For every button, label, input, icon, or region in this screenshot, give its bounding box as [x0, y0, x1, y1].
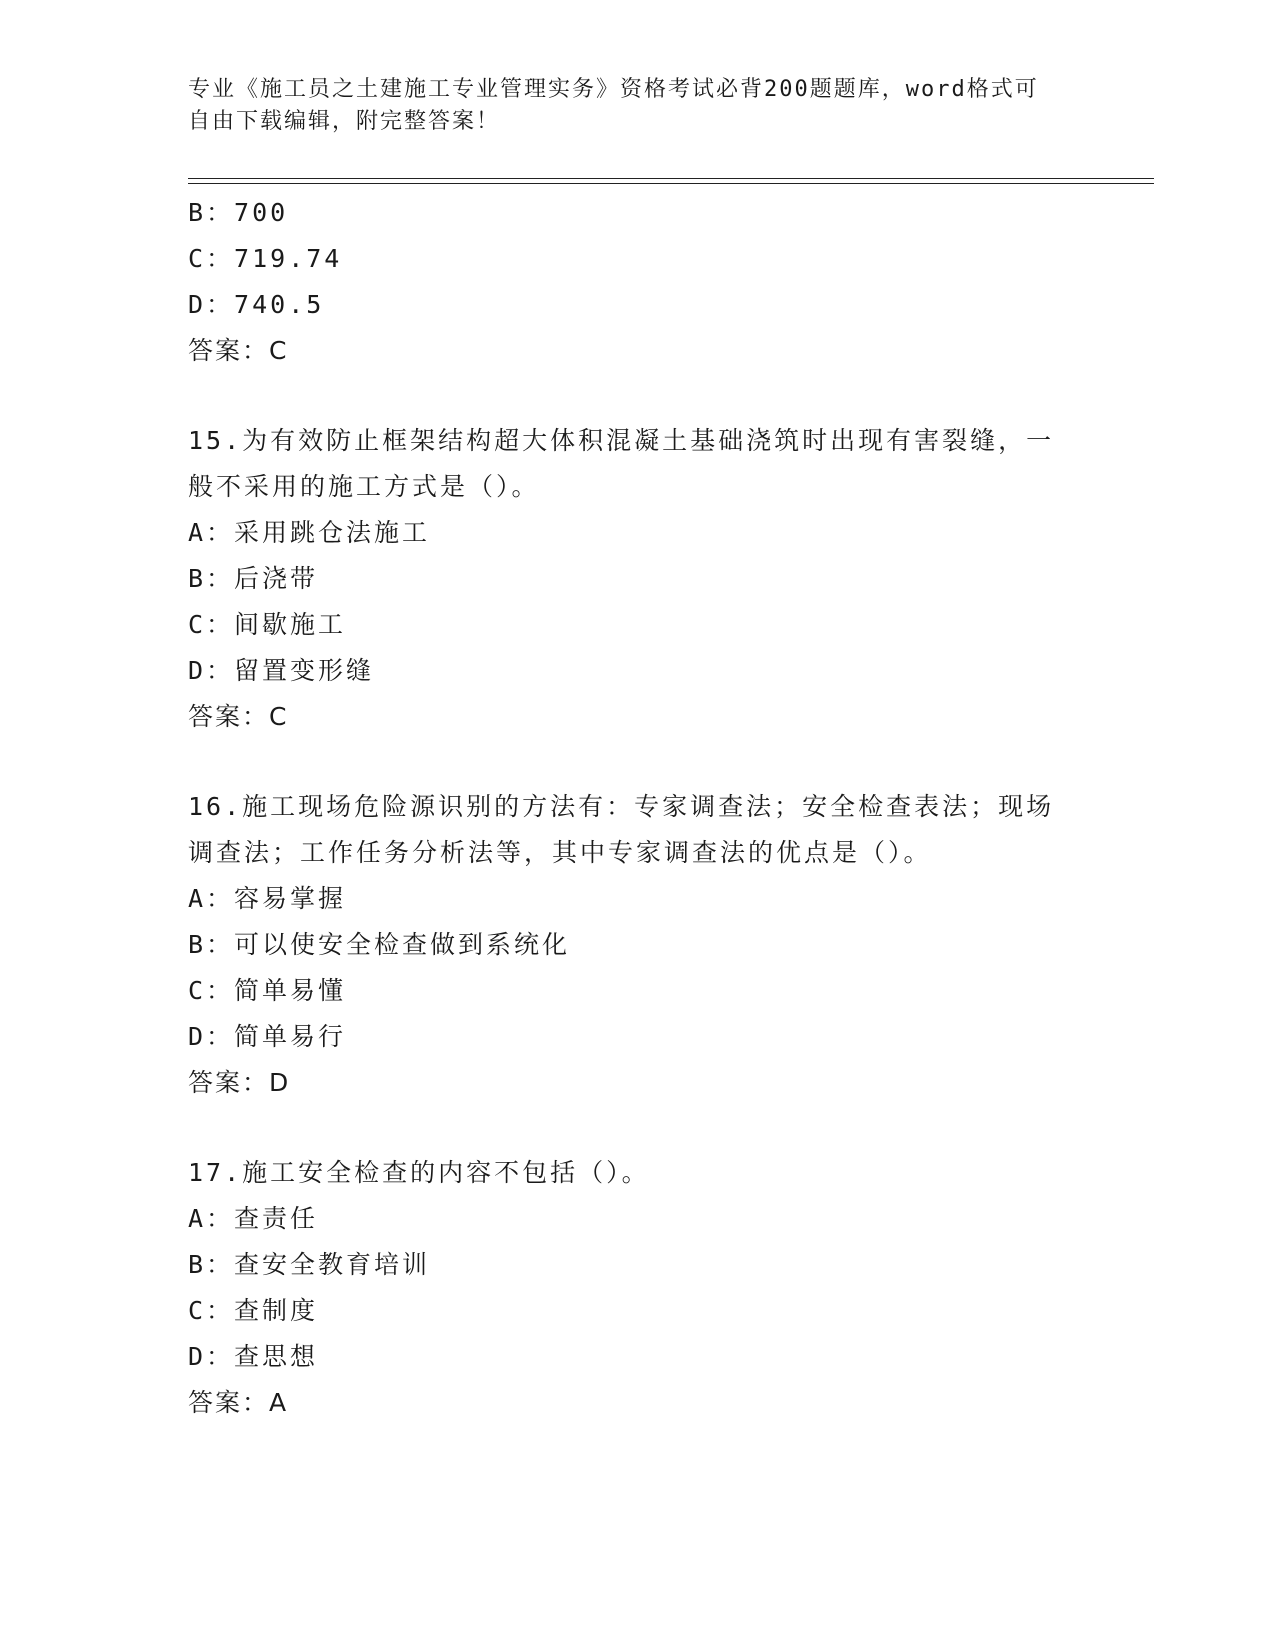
- option-b: B：可以使安全检查做到系统化: [188, 930, 571, 959]
- answer-line: 答案：C: [188, 336, 289, 365]
- option-c: C：简单易懂: [188, 976, 347, 1005]
- document-body: [188, 190, 1088, 1426]
- option-d: D：740.5: [188, 290, 325, 319]
- option-a: A：采用跳仓法施工: [188, 518, 431, 547]
- option-c: C：查制度: [188, 1296, 319, 1325]
- header-divider-bottom: [188, 183, 1154, 184]
- question-text-line-1: 17.施工安全检查的内容不包括（）。: [188, 1158, 650, 1187]
- option-b: B：700: [188, 198, 289, 227]
- option-a: A：容易掌握: [188, 884, 347, 913]
- partial-question: [188, 190, 1088, 374]
- question-text-line-2: 调查法；工作任务分析法等，其中专家调查法的优点是（）。: [188, 838, 932, 867]
- answer-line: 答案：C: [188, 702, 289, 731]
- option-b: B：后浇带: [188, 564, 319, 593]
- question-15: [188, 418, 1088, 740]
- header-line-2: 自由下载编辑，附完整答案！: [188, 109, 501, 134]
- header-line-1: 专业《施工员之土建施工专业管理实务》资格考试必背200题题库，word格式可: [188, 77, 1039, 102]
- option-c: C：719.74: [188, 244, 343, 273]
- question-text-line-1: 16.施工现场危险源识别的方法有：专家调查法；安全检查表法；现场: [188, 792, 1055, 821]
- answer-line: 答案：D: [188, 1068, 291, 1097]
- question-17: [188, 1150, 1088, 1426]
- page-header: [188, 74, 1088, 138]
- option-b: B：查安全教育培训: [188, 1250, 431, 1279]
- header-divider-top: [188, 178, 1154, 179]
- option-d: D：简单易行: [188, 1022, 347, 1051]
- option-c: C：间歇施工: [188, 610, 347, 639]
- question-text-line-2: 般不采用的施工方式是（）。: [188, 472, 540, 501]
- option-d: D：留置变形缝: [188, 656, 375, 685]
- option-a: A：查责任: [188, 1204, 319, 1233]
- answer-line: 答案：A: [188, 1388, 289, 1417]
- option-d: D：查思想: [188, 1342, 319, 1371]
- question-16: [188, 784, 1088, 1106]
- question-text-line-1: 15.为有效防止框架结构超大体积混凝土基础浇筑时出现有害裂缝，一: [188, 426, 1055, 455]
